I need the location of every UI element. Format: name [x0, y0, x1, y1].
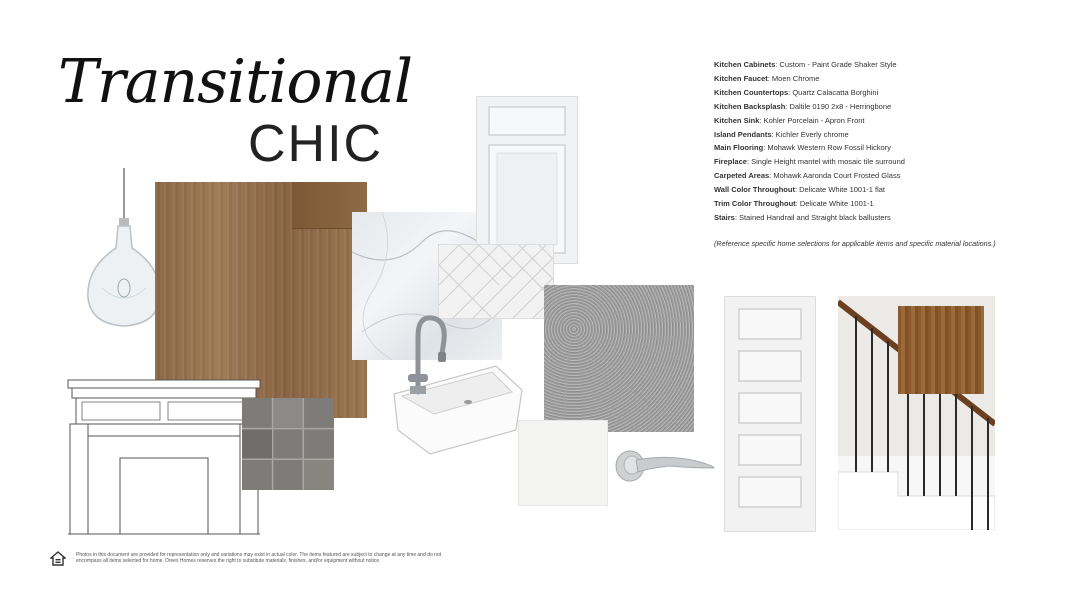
spec-row	[714, 197, 1044, 211]
spec-label: Stairs	[714, 212, 735, 222]
spec-row	[714, 72, 1044, 86]
spec-list	[714, 58, 1044, 225]
spec-row	[714, 100, 1044, 114]
spec-value: : Moen Chrome	[767, 73, 820, 83]
carpet-swatch	[544, 285, 694, 432]
spec-label: Main Flooring	[714, 143, 764, 153]
reference-note: (Reference specific home selections for applicable items and specific material locations.)	[714, 239, 996, 248]
faucet-and-sink-image	[378, 310, 524, 456]
spec-value: : Stained Handrail and Straight black ballusters	[734, 212, 891, 222]
spec-value: : Mohawk Western Row Fossil Hickory	[763, 143, 891, 153]
spec-value: : Kichler Everly chrome	[771, 129, 849, 139]
spec-value: : Quartz Calacatta Borghini	[788, 87, 879, 97]
door-lever-image	[610, 446, 718, 484]
title-main: Transitional	[58, 47, 413, 117]
shaker-cabinet-swatch	[476, 96, 578, 264]
herringbone-backsplash-swatch	[438, 244, 554, 319]
spec-value: : Daltile 0190 2x8 - Herringbone	[785, 101, 892, 111]
spec-label: Island Pendants	[714, 129, 772, 139]
interior-door-swatch	[724, 296, 816, 532]
title-sub: CHIC	[248, 115, 384, 173]
spec-label: Kitchen Countertops	[714, 87, 789, 97]
spec-value: : Delicate White 1001-1 flat	[794, 185, 886, 195]
spec-label: Wall Color Throughout	[714, 185, 795, 195]
pendant-light-image	[82, 168, 166, 330]
paint-color-swatch	[518, 420, 608, 506]
spec-value: : Delicate White 1001-1	[795, 199, 874, 209]
spec-label: Trim Color Throughout	[714, 199, 796, 209]
spec-row	[714, 128, 1044, 142]
spec-label: Carpeted Areas	[714, 171, 770, 181]
spec-label: Kitchen Backsplash	[714, 101, 786, 111]
spec-label: Fireplace	[714, 157, 747, 167]
spec-row	[714, 183, 1044, 197]
spec-value: : Mohawk Aaronda Court Frosted Glass	[769, 171, 901, 181]
spec-row	[714, 86, 1044, 100]
spec-value: : Custom - Paint Grade Shaker Style	[775, 60, 897, 69]
spec-row	[714, 211, 1044, 225]
spec-row	[714, 141, 1044, 155]
spec-row	[714, 169, 1044, 183]
spec-value: : Kohler Porcelain - Apron Front	[759, 115, 865, 125]
spec-row	[714, 58, 1044, 72]
spec-label: Kitchen Cabinets	[714, 60, 776, 69]
stair-tread-wood-swatch	[898, 306, 984, 394]
spec-label: Kitchen Faucet	[714, 73, 768, 83]
fireplace-mantel-drawing	[66, 378, 262, 536]
equal-housing-icon	[50, 551, 66, 567]
mosaic-tile-swatch	[242, 398, 334, 490]
spec-value: : Single Height mantel with mosaic tile surround	[746, 157, 905, 167]
spec-label: Kitchen Sink	[714, 115, 760, 125]
spec-row	[714, 155, 1044, 169]
spec-row	[714, 114, 1044, 128]
disclaimer-text: Photos in this document are provided for representation only and variations may exist in actual color. The items featured are subject to change at any time and do not encompass all items selected for home. Drees Homes reserves the right to substitute materials, finishes, and/or equipment without notice	[76, 552, 442, 564]
